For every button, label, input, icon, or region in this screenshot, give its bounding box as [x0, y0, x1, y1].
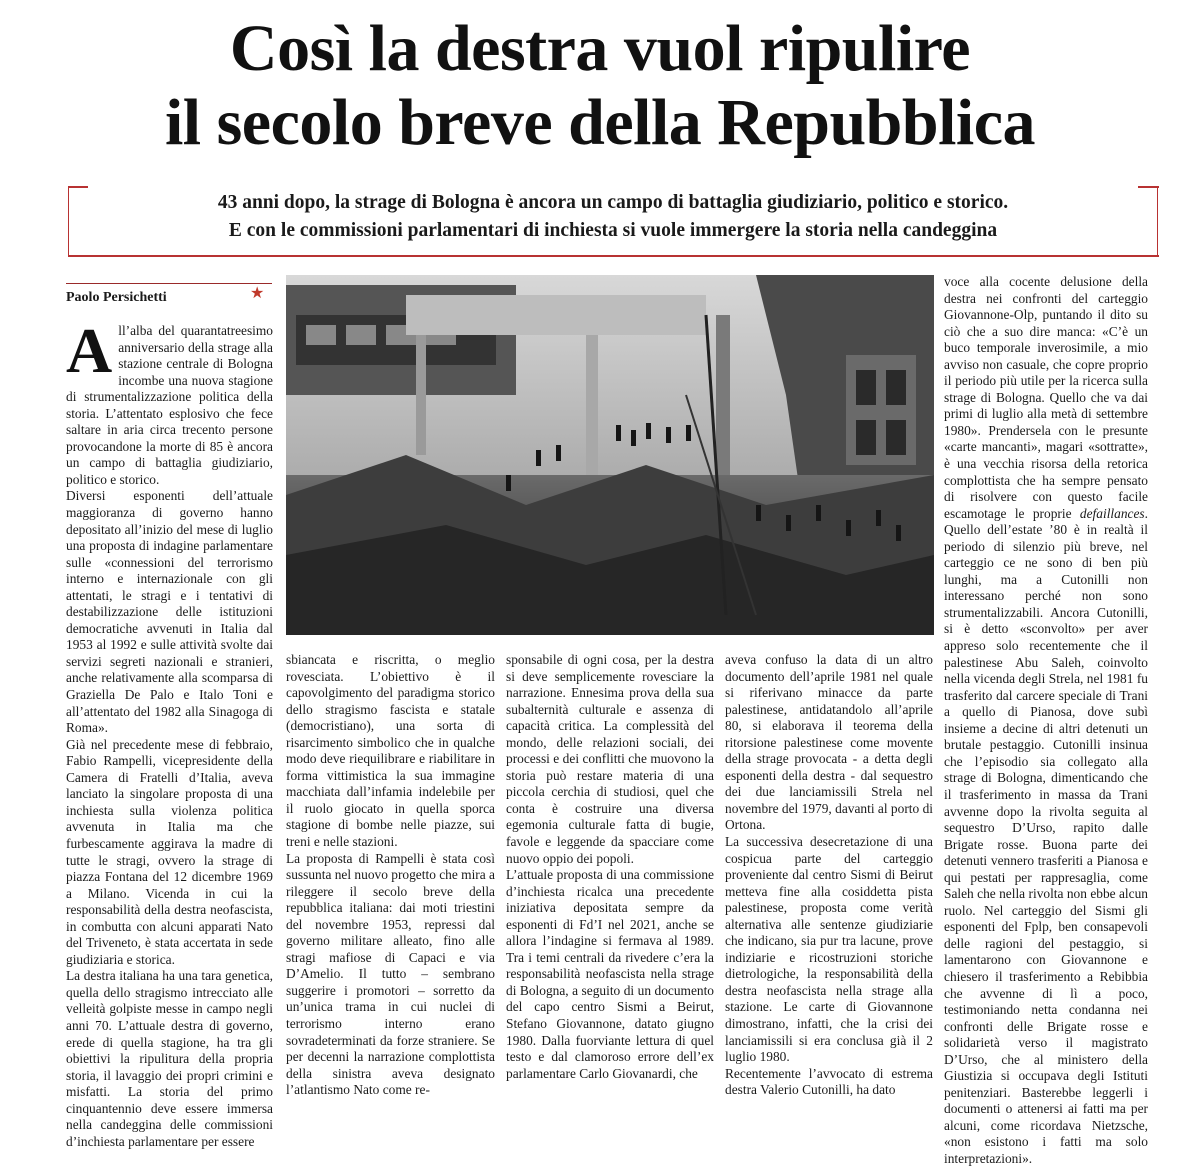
article-column-5	[944, 274, 1148, 1168]
article-column-3	[506, 652, 714, 1082]
paragraph: La proposta di Rampelli è stata così sussunta nel nuovo progetto che mira a rileggere il secolo breve della repubblica italiana: dai moti triestini del novembre 1953, repressi dal governo militare alleato, fino alle stragi mafiose di Capaci e via D’Amelio. Il tutto – sembrano suggerire i promotori – sorretto da un’unica trama in cui nuclei di terrorismo interno erano sovradeterminati da forze straniere. Se per decenni la narrazione complottista della sinistra aveva designato l’atlantismo Nato come re-	[286, 850, 495, 1098]
paragraph	[944, 274, 1148, 1168]
subhead-line-2: E con le commissioni parlamentari di inchiesta si vuole immergere la storia nella candeggina	[228, 220, 998, 241]
paragraph: La destra italiana ha una tara genetica, quella dello stragismo intrecciato alle velleità golpiste messe in campo negli anni 70. L’attuale destra di governo, erede di quella stagione, ha tra gli obiettivi la ripulitura della propria storia, il lavaggio dei propri crimini e misfatti. La storia del primo cinquantennio deve essere immersa nella candeggina delle commissioni d’inchiesta parlamentare per essere	[66, 968, 273, 1149]
byline: Paolo Persichetti	[66, 283, 272, 306]
headline-line-1: Così la destra vuol ripulire	[229, 12, 971, 85]
paragraph: sbiancata e riscritta, o meglio rovesciata. L’obiettivo è il capovolgimento del paradigma storico dello stragismo fascista e statale (democristiano), una sorta di risarcimento simbolico che in qualche modo deve riequilibrare e riabilitare in forma vittimistica la sua immagine macchiata dall’infamia indelebile per il ruolo giocato in quella sporca stagione di bombe nelle piazze, sui treni e nelle stazioni.	[286, 652, 495, 850]
subhead-line-1: 43 anni dopo, la strage di Bologna è ancora un campo di battaglia giudiziario, politico e storico.	[217, 192, 1009, 213]
paragraph-text: voce alla cocente delusione della destra nei confronti del carteggio Giovannone-Olp, puntando il dito su ciò che a suo dire manca: «C’è un buco temporale inverosimile, a mio avviso non casuale, che copre proprio il periodo più utile per la ricerca sulla strage di Bologna. Quello che va dai primi di luglio alla metà di settembre 1980». Prendersela con le presunte «carte mancanti», magari «sottratte», è una vecchia risorsa della retorica complottista che ha sempre pensato di risolvere con questo facile escamotage le proprie	[944, 274, 1148, 521]
paragraph: L’attuale proposta di una commissione d’inchiesta ricalca una precedente iniziativa depositata sempre da esponenti di Fd’I nel 2021, anche se allora l’indagine si fermava al 1989. Tra i temi centrali da rivedere c’era la responsabilità neofascista nella strage di Bologna, a seguito di un documento del capo centro Sismi a Beirut, Stefano Giovannone, datato giugno 1980. Dalla fuorviante lettura di quel testo e dal clamoroso errore dell’ex parlamentare Carlo Giovanardi, che	[506, 867, 714, 1081]
article-column-4	[725, 652, 933, 1099]
drop-cap: A	[66, 315, 113, 386]
paragraph: Già nel precedente mese di febbraio, Fabio Rampelli, vicepresidente della Camera di Fratelli d’Italia, aveva lanciato la singolare proposta di una inchiesta sulla violenza politica avvenuta in Italia ma che furbescamente aggirava la madre di tutte le stragi, ovvero la strage di piazza Fontana del 12 dicembre 1969 a Milano. Vicenda in cui la responsabilità della destra neofascista, in combutta con alcuni apparati Nato del Triveneto, è stata accertata in sede giudiziaria e storica.	[66, 736, 273, 967]
paragraph: sponsabile di ogni cosa, per la destra si deve semplicemente rovesciare la narrazione. Ennesima prova della sua subalternità culturale e assenza di capacità critica. La complessità del mondo, delle relazioni sociali, dei processi e dei conflitti che muovono la storia può restare materia di una piccola cerchia di studiosi, quel che conta è costruire una diversa egemonia culturale fatta di bugie, favole e leggende da spacciare come nuovo oppio dei popoli.	[506, 652, 714, 866]
italic-word: defaillances	[1079, 505, 1145, 521]
paragraph: La successiva desecretazione di una cospicua parte del carteggio proveniente dal centro Sismi di Beirut metteva fine alla cosiddetta pista palestinese, proposta come verità alternativa alle sentenze giudiziarie che indicano, sia pur tra lacune, prove indiziarie e ricostruzioni storiche dietrologiche, la responsabilità della destra neofascista nella strage alla stazione. Le carte di Giovannone dimostrano, infatti, che la crisi dei lanciamissili si era conclusa già il 2 luglio 1980.	[725, 834, 933, 1065]
article-column-1	[66, 315, 273, 1150]
paragraph	[66, 315, 273, 488]
headline	[0, 12, 1200, 160]
paragraph-text: ll’alba del quarantatreesimo anniversario della strage alla stazione centrale di Bologna incombe una nuova stagione di strumentalizzazione politica della storia. L’attentato esplosivo che fece saltare in aria circa trecento persone provocandone la morte di 85 è ancora un campo di battaglia giudiziario, politico e storico.	[66, 323, 273, 487]
subhead	[68, 186, 1158, 256]
photo-icon	[286, 275, 934, 635]
headline-line-2: il secolo breve della Repubblica	[164, 86, 1036, 159]
paragraph-text: . Quello dell’estate ’80 è in realtà il periodo di silenzio più breve, nel carteggio ce ne sono di ben più lunghi, ma a Cutonilli non interessano perché non sono strumentalizzabili. Ancora Cutonilli, si è detto «sconvolto» per aver appreso solo recentemente che il palestinese Abu Saleh, coinvolto nella vicenda degli Strela, nel 1981 fu trasferito dal carcere speciale di Trani a quello di Pianosa, dove subì insieme a decine di altri detenuti un brutale pestaggio. Cutonilli insinua che l’episodio sia collegato alla strage di Bologna, dimenticando che il trasferimento in massa da Trani avvenne dopo la rivolta seguita al sequestro D’Urso, rapito dalle Brigate rosse. Buona parte dei detenuti vennero trasferiti a Pianosa e qui pestati per rappresaglia, come Saleh che nella rivolta non ebbe alcun ruolo. Nel carteggio del Sismi gli esponenti del Fplp, ben consapevoli delle ragioni del pestaggio, si lamentarono con Giovannone e chiesero il trasferimento a Rebibbia che avvenne di lì a poco, testimoniando netta condanna nei confronti delle Brigate rosse e solidarietà verso il magistrato D’Urso, che al ministero della Giustizia si occupava degli Istituti penitenziari. Basterebbe leggerli i documenti o attenersi ai fatti ma per alcuni, come ricordava Nietzsche, «non esistono i fatti ma solo interpretazioni».	[944, 505, 1148, 1166]
star-icon: ★	[250, 285, 265, 302]
paragraph: aveva confuso la data di un altro documento dell’aprile 1981 nel quale si riferivano minacce da parte palestinese, antidatandolo all’aprile 80, si elaborava il teorema della ritorsione palestinese come movente della strage provocata - a detta degli esponenti della destra - dal sequestro dei due lanciamissili Strela nel novembre del 1979, davanti al porto di Ortona.	[725, 652, 933, 833]
article-column-2	[286, 652, 495, 1099]
paragraph: Recentemente l’avvocato di estrema destra Valerio Cutonilli, ha dato	[725, 1065, 933, 1098]
news-photo	[286, 275, 934, 635]
paragraph: Diversi esponenti dell’attuale maggioranza di governo hanno depositato all’inizio del mese di luglio una proposta di indagine parlamentare sulle «connessioni del terrorismo interno e internazionale con gli attentati, le stragi e i tentativi di destabilizzazione delle istituzioni democratiche avvenuti in Italia dal 1953 al 1992 e sulle attività svolte dai servizi segreti nazionali e stranieri, anche relativamente alla scomparsa di Graziella De Palo e Italo Toni e all’attentato del 1982 alla Sinagoga di Roma».	[66, 488, 273, 736]
